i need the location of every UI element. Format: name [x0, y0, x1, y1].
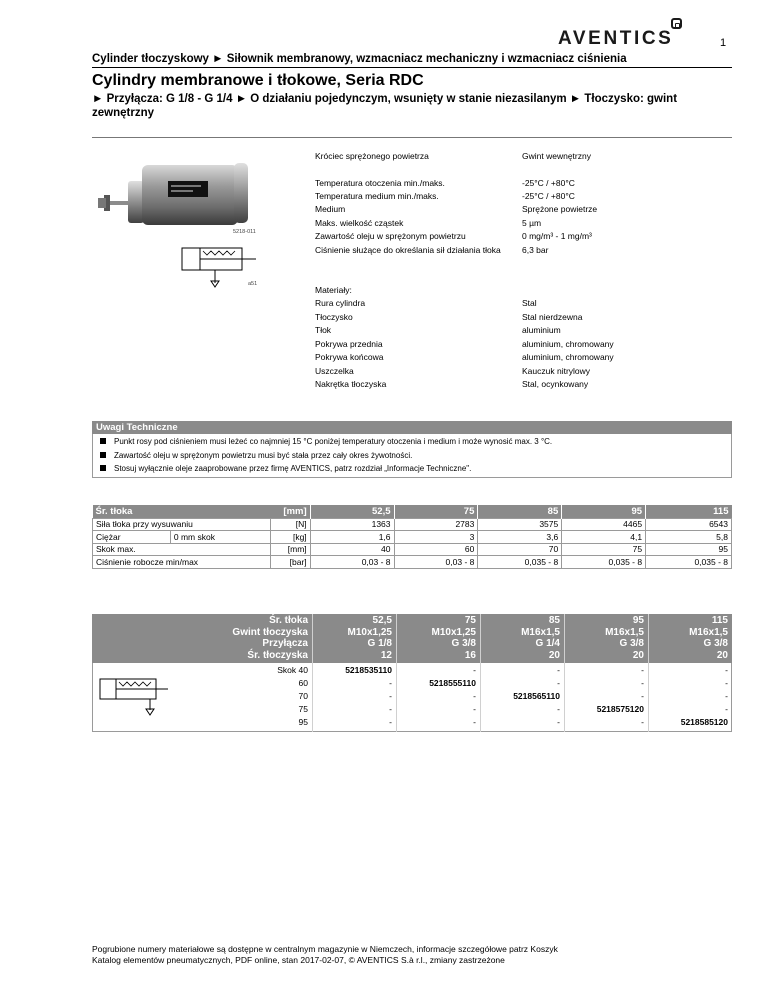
table-cell: 3575 [478, 518, 562, 531]
header-value: M16x1,5 [605, 626, 644, 638]
material-value: aluminium, chromowany [522, 339, 614, 349]
row-unit: [N] [270, 518, 310, 531]
order-number: - [557, 678, 560, 688]
material-value: Stal [522, 298, 537, 308]
stroke-label: Skok [277, 665, 297, 675]
product-photo [98, 155, 258, 235]
section-rule [92, 137, 732, 138]
cylinder-symbol-icon [98, 676, 170, 718]
order-column [513, 664, 560, 729]
order-number: 5218535110 [345, 665, 392, 675]
material-label: Rura cylindra [315, 298, 366, 308]
order-table-column-header [689, 615, 728, 661]
symbol-code: a51 [248, 281, 258, 287]
order-number: - [389, 717, 392, 727]
page-subtitle: ► Przyłącza: G 1/8 - G 1/4 ► O działaniu pojedynczym, wsunięty w stanie niezasilanym ► Tłoczysko: gwint zewnętrzny [92, 93, 678, 119]
note-text: Stosuj wyłącznie oleje zaaprobowane przez firmę AVENTICS, patrz rozdział „Informacje Techniczne". [114, 464, 472, 473]
order-number: - [389, 691, 392, 701]
note-item [100, 464, 471, 473]
table-cell: 75 [562, 543, 646, 556]
table-cell: 1,6 [310, 531, 394, 544]
table-row [93, 543, 732, 556]
order-number: - [725, 665, 728, 675]
header-label: Śr. tłoka [269, 615, 308, 626]
header-value: M16x1,5 [521, 626, 560, 638]
table-cell: 1363 [310, 518, 394, 531]
order-column [681, 664, 728, 729]
column-header: 75 [394, 505, 478, 518]
header-label: Gwint tłoczyska [232, 626, 308, 638]
order-column [429, 664, 476, 729]
stroke-value: 60 [298, 678, 308, 688]
page-title: Cylindry membranowe i tłokowe, Seria RDC [92, 72, 424, 89]
table-cell: 0,035 - 8 [478, 556, 562, 569]
stroke-value: 75 [298, 704, 308, 714]
order-table-row-labels [232, 615, 308, 661]
spec-label: Maks. wielkość cząstek [315, 218, 404, 228]
table-cell: 6543 [646, 518, 732, 531]
column-header-unit: [mm] [270, 505, 310, 518]
material-label: Uszczelka [315, 366, 354, 376]
material-label: Pokrywa przednia [315, 339, 383, 349]
table-cell: 70 [478, 543, 562, 556]
header-value: 20 [632, 649, 644, 661]
table-cell: 0,035 - 8 [562, 556, 646, 569]
header-value: M10x1,25 [347, 626, 392, 638]
notes-title: Uwagi Techniczne [92, 421, 732, 434]
brand-mark-icon [671, 18, 682, 29]
header-value: G 3/8 [451, 638, 476, 650]
material-value: Stal nierdzewna [522, 312, 583, 322]
header-value: 95 [632, 615, 644, 626]
order-column [597, 664, 644, 729]
order-table-column-header [605, 615, 644, 661]
order-table-column-header [432, 615, 476, 661]
order-table-column-header [521, 615, 560, 661]
column-header: 115 [646, 505, 732, 518]
header-value: G 1/8 [367, 638, 392, 650]
header-value: 75 [464, 615, 476, 626]
column-divider [396, 614, 397, 732]
header-value: G 1/4 [535, 638, 560, 650]
spec-value: 6,3 bar [522, 245, 549, 255]
spec-label: Zawartość oleju w sprężonym powietrzu [315, 231, 466, 241]
spec-value: 0 mg/m³ - 1 mg/m³ [522, 231, 592, 241]
stroke-column [277, 664, 308, 729]
order-table-column-header [348, 615, 392, 661]
specs-table [92, 505, 732, 569]
header-value: 20 [716, 649, 728, 661]
table-header-row [93, 505, 732, 518]
row-label: Skok max. [93, 543, 271, 556]
table-cell: 0,03 - 8 [394, 556, 478, 569]
order-number: - [641, 665, 644, 675]
header-value: M10x1,25 [431, 626, 476, 638]
order-number: - [557, 717, 560, 727]
order-number: - [473, 665, 476, 675]
footer-line: Katalog elementów pneumatycznych, PDF online, stan 2017-02-07, © AVENTICS S.à r.l., zmiany zastrzeżone [92, 955, 505, 965]
row-unit: [bar] [270, 556, 310, 569]
spec-label: Temperatura medium min./maks. [315, 191, 439, 201]
row-unit: [mm] [270, 543, 310, 556]
table-cell: 2783 [394, 518, 478, 531]
stroke-value: 70 [298, 691, 308, 701]
order-number: - [389, 704, 392, 714]
bullet-icon [100, 452, 106, 458]
header-label: Śr. tłoczyska [247, 649, 308, 661]
order-number: - [473, 691, 476, 701]
material-label: Nakrętka tłoczyska [315, 379, 387, 389]
column-divider [564, 614, 565, 732]
table-cell: 4465 [562, 518, 646, 531]
note-item [100, 451, 412, 460]
header-value: 12 [380, 649, 392, 661]
stroke-value: 95 [298, 717, 308, 727]
row-unit: [kg] [270, 531, 310, 544]
order-number: 5218555110 [429, 678, 476, 688]
order-number: - [473, 704, 476, 714]
table-cell: 5,8 [646, 531, 732, 544]
header-value: 20 [548, 649, 560, 661]
order-column [345, 664, 392, 729]
column-divider [648, 614, 649, 732]
table-cell: 60 [394, 543, 478, 556]
material-label: Tłoczysko [315, 312, 353, 322]
table-row [93, 518, 732, 531]
order-number: - [641, 717, 644, 727]
spec-label: Temperatura otoczenia min./maks. [315, 178, 445, 188]
header-value: M16x1,5 [689, 626, 728, 638]
note-item [100, 437, 552, 446]
spec-value: 5 µm [522, 218, 542, 228]
table-cell: 95 [646, 543, 732, 556]
column-divider [480, 614, 481, 732]
material-label: Tłok [315, 325, 332, 335]
header-value: 85 [548, 615, 560, 626]
table-row [93, 531, 732, 544]
column-header: 52,5 [310, 505, 394, 518]
spec-label: Medium [315, 204, 346, 214]
order-number: - [557, 704, 560, 714]
header-value: 52,5 [372, 615, 392, 626]
spec-label: Ciśnienie służące do określania sił działania tłoka [315, 245, 501, 255]
table-cell: 3 [394, 531, 478, 544]
material-value: aluminium [522, 325, 561, 335]
note-text: Zawartość oleju w sprężonym powietrzu musi być stała przez cały okres żywotności. [114, 451, 413, 460]
table-cell: 0,035 - 8 [646, 556, 732, 569]
column-divider [312, 614, 313, 732]
header-value: G 3/8 [619, 638, 644, 650]
cylinder-symbol-icon [170, 243, 260, 291]
order-number: - [641, 691, 644, 701]
order-number: - [641, 678, 644, 688]
table-row [93, 556, 732, 569]
footer [92, 944, 558, 966]
bullet-icon [100, 438, 106, 444]
header-value: G 3/8 [703, 638, 728, 650]
order-number: 5218575120 [596, 704, 644, 714]
order-number: - [557, 665, 560, 675]
material-value: Stal, ocynkowany [522, 379, 589, 389]
spec-value: Sprężone powietrze [522, 204, 598, 214]
row-sublabel: 0 mm skok [170, 531, 270, 544]
column-header: 85 [478, 505, 562, 518]
photo-code: 5218-011 [233, 229, 256, 235]
material-value: Kauczuk nitrylowy [522, 366, 591, 376]
header-label: Przyłącza [262, 638, 308, 650]
header-value: 16 [464, 649, 476, 661]
material-label: Pokrywa końcowa [315, 352, 384, 362]
row-label: Ciężar [93, 531, 171, 544]
page-number: 1 [720, 37, 727, 49]
footer-line: Pogrubione numery materiałowe są dostępne w centralnym magazynie w Niemczech, informacje szczegółowe patrz Koszyk [92, 944, 558, 954]
materials-heading: Materiały: [315, 285, 352, 295]
spec-value: Gwint wewnętrzny [522, 151, 591, 161]
note-text: Punkt rosy pod ciśnieniem musi leżeć co najmniej 15 °C poniżej temperatury otoczenia i medium i może wynosić max. 3 °C. [114, 437, 553, 446]
bullet-icon [100, 465, 106, 471]
header-rule [92, 67, 732, 68]
breadcrumb: Cylinder tłoczyskowy ► Siłownik membranowy, wzmacniacz mechaniczny i wzmacniacz ciśnienia [92, 53, 627, 65]
spec-label: Króciec sprężonego powietrza [315, 151, 429, 161]
stroke-value: 40 [298, 665, 308, 675]
header-value: 115 [711, 615, 728, 626]
stroke-cell [277, 664, 308, 677]
order-number: - [725, 678, 728, 688]
order-number: - [725, 691, 728, 701]
order-number: 5218565110 [513, 691, 560, 701]
table-cell: 4,1 [562, 531, 646, 544]
spec-value: -25°C / +80°C [522, 191, 575, 201]
brand-logo: AVENTICS [558, 28, 674, 49]
row-label: Siła tłoka przy wysuwaniu [93, 518, 271, 531]
order-number: - [473, 717, 476, 727]
row-label: Ciśnienie robocze min/max [93, 556, 271, 569]
column-header: 95 [562, 505, 646, 518]
order-number: - [389, 678, 392, 688]
spec-value: -25°C / +80°C [522, 178, 575, 188]
column-header: Śr. tłoka [93, 505, 271, 518]
table-cell: 40 [310, 543, 394, 556]
material-value: aluminium, chromowany [522, 352, 614, 362]
table-cell: 0,03 - 8 [310, 556, 394, 569]
order-number: - [725, 704, 728, 714]
table-cell: 3,6 [478, 531, 562, 544]
order-number: 5218585120 [680, 717, 728, 727]
